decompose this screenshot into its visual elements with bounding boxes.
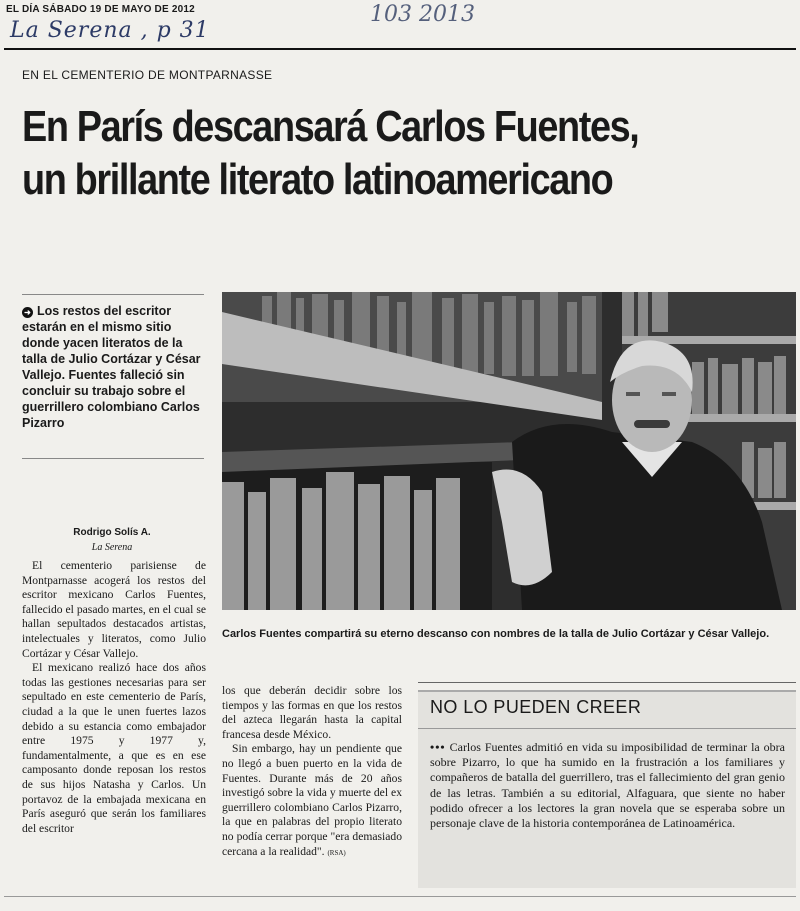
sidebar-text: ••• Carlos Fuentes admitió en vida su imposibilidad de terminar la obra sobre Pizarro, lo que ha sumido en la frustración a los familiares y compañeros de batalla del guerrillero, tras el fallecimiento del gran genio de las letras. También a su editorial, Alfaguara, que siente no haber podido ofrecer a los lectores la gran novela que se esperaba sobre un personaje clave de la historia contemporánea de Latinoamérica. [430, 740, 785, 831]
photo-caption: Carlos Fuentes compartirá su eterno descanso con nombres de la talla de Julio Cortázar y César Vallejo. [222, 628, 770, 640]
article-column-1 [22, 559, 206, 836]
section-kicker: EN EL CEMENTERIO DE MONTPARNASSE [22, 68, 273, 82]
arrow-bullet-icon: ➜ [22, 307, 33, 318]
lead-rule-bottom [22, 458, 204, 459]
paragraph: El cementerio parisiense de Montparnasse acogerá los restos del escritor mexicano Carlos Fuentes, fallecido el pasado martes, en el cual se hallan sepultados destacados artistas, intelectuales y literatos, como Julio Cortázar y César Vallejo. [22, 559, 206, 660]
headline [22, 100, 676, 206]
handwritten-archive-number: 103 2013 [370, 2, 475, 27]
bookshelf-photo [222, 292, 796, 610]
sidebar-top-rule [418, 682, 796, 683]
photo-carlos-fuentes [222, 292, 796, 610]
sidebar-divider [418, 728, 796, 729]
byline: Rodrigo Solís A. [73, 527, 151, 538]
paragraph: El mexicano realizó hace dos años todas las gestiones necesarias para ser sepultado en este cementerio de París, ciudad a la que le unen fuertes lazos debido a su estancia como embajador entre 1975 y 1977 y, fundamentalmente, a que es en ese camposanto donde reposan los restos de sus hijos Natasha y Carlos. Un portavoz de la embajada mexicana en París aseguró que serán los familiares del escritor [22, 661, 206, 835]
handwritten-source-note: La Serena , p 31 [10, 18, 210, 43]
top-rule [4, 48, 796, 50]
dateline: EL DÍA SÁBADO 19 DE MAYO DE 2012 [6, 4, 195, 15]
bottom-rule [4, 896, 796, 897]
headline-line-1: En París descansará Carlos Fuentes, [22, 102, 639, 151]
headline-line-2: un brillante literato latinoamericano [22, 155, 613, 204]
lead-text: Los restos del escritor estarán en el mismo sitio donde yacen literatos de la talla de Julio Cortázar y César Vallejo. Fuentes falleció sin concluir su trabajo sobre el guerrillero colombiano Carlos Pizarro [22, 304, 201, 430]
byline-location: La Serena [91, 542, 133, 553]
dots-icon: ••• [430, 740, 446, 754]
paragraph: los que deberán decidir sobre los tiempos y las formas en que los restos del azteca llegarán hasta la capital francesa desde México. [222, 684, 402, 741]
lead-rule-top [22, 294, 204, 295]
paragraph: Sin embargo, hay un pendiente que no llegó a buen puerto en la vida de Fuentes. Durante más de 20 años investigó sobre la vida y muerte del ex guerrillero colombiano Carlos Pizarro, la que en palabras del propio literato no podía cerrar porque "era demasiado cercana a la realidad". (RSA) [222, 742, 402, 858]
article-column-2 [222, 684, 402, 860]
sidebar-title: NO LO PUEDEN CREER [430, 697, 642, 717]
lead-summary [22, 303, 202, 431]
signoff: (RSA) [327, 848, 346, 857]
